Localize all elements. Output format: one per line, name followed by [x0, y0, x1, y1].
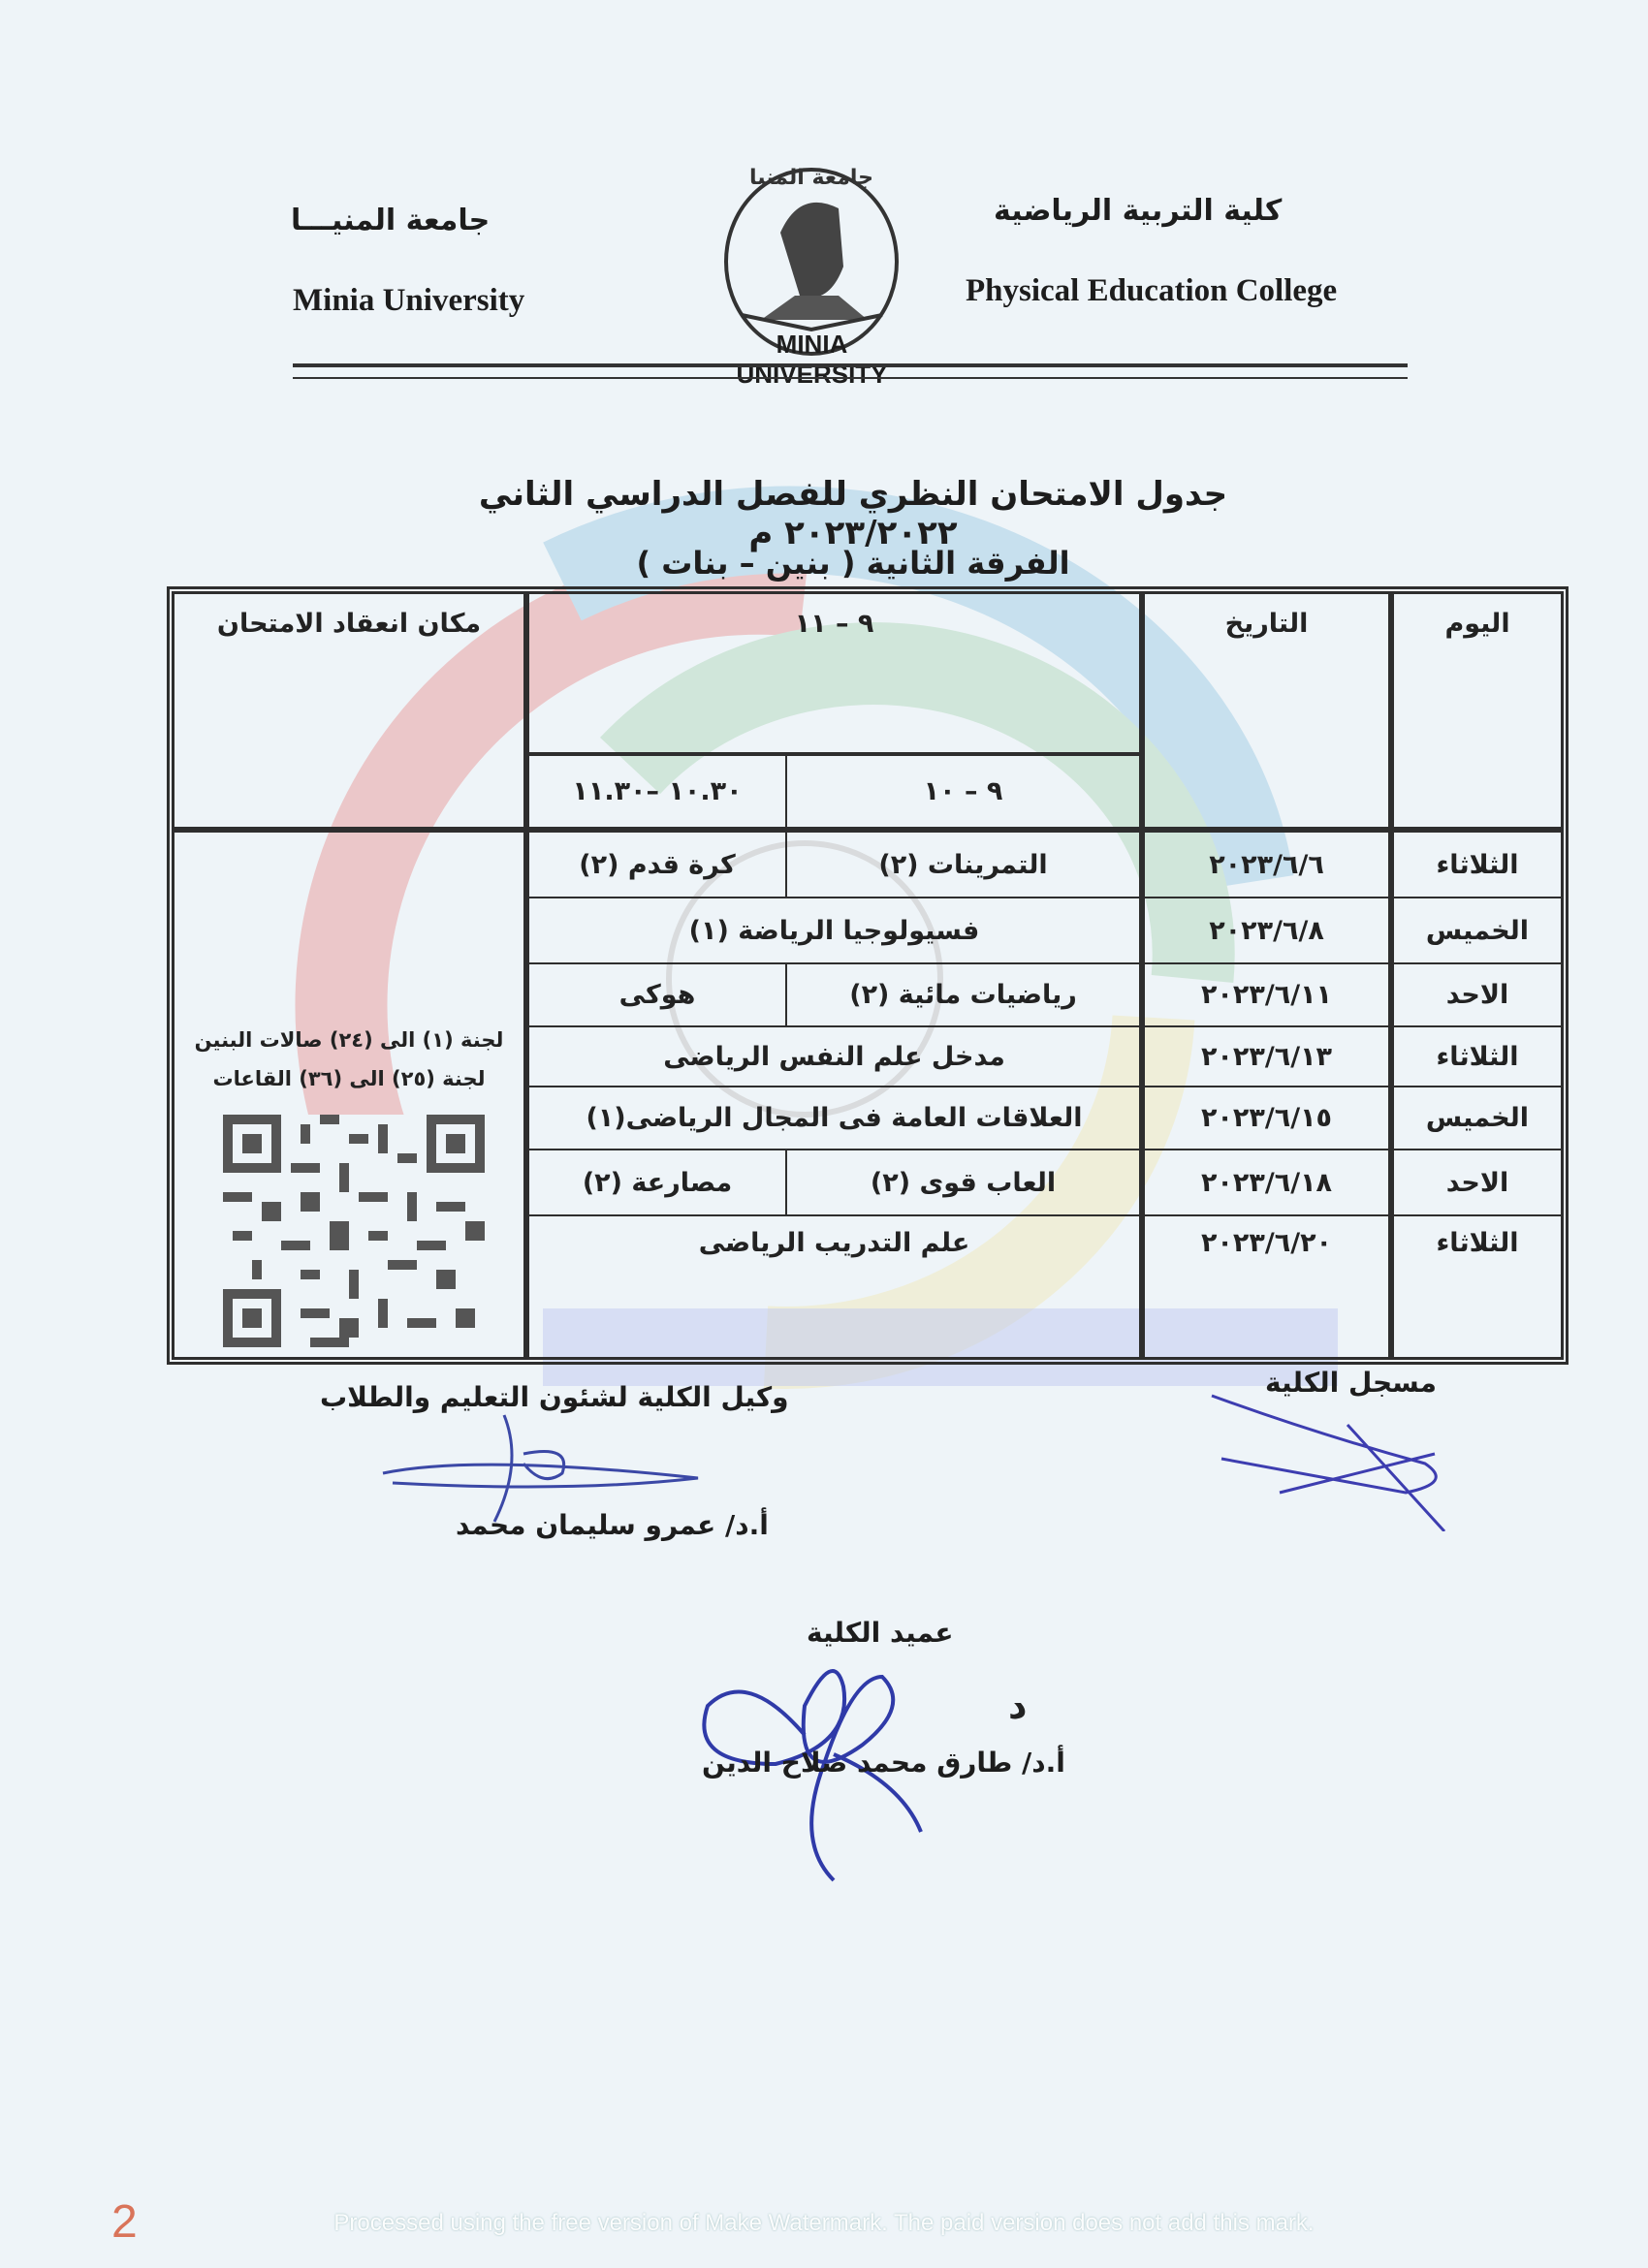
row5-day: الخميس [1425, 1103, 1530, 1133]
row4-day: الثلاثاء [1436, 1041, 1519, 1072]
dean-name: أ.د/ طارق محمد صلاح الدين [702, 1747, 1065, 1779]
row1-day: الثلاثاء [1436, 849, 1519, 880]
header-divider [293, 363, 1408, 379]
registrar-title: مسجل الكلية [1265, 1367, 1437, 1399]
row7-date: ٢٠٢٣/٦/٢٠ [1200, 1228, 1333, 1258]
row6-day: الاحد [1445, 1167, 1509, 1198]
header-slot1: ٩ – ١٠ [923, 776, 1003, 806]
row7-subject: علم التدريب الرياضى [698, 1228, 970, 1258]
row5-subject: العلاقات العامة فى المجال الرياضى(١) [586, 1103, 1083, 1133]
row7-day: الثلاثاء [1436, 1228, 1519, 1258]
registrar-signature [1202, 1386, 1464, 1531]
college-name-english: Physical Education College [966, 273, 1338, 308]
row4-date: ٢٠٢٣/٦/١٣ [1200, 1041, 1333, 1072]
document-title: جدول الامتحان النظري للفصل الدراسي الثاني ٢٠٢٣/٢٠٢٢ م [478, 475, 1228, 552]
header-date: التاريخ [1224, 608, 1309, 639]
header-slot2: ١٠.٣٠ –١١.٣٠ [572, 776, 743, 806]
header-time-block: ٩ – ١١ [794, 608, 874, 639]
svg-text:جامعة المنيا: جامعة المنيا [749, 166, 873, 190]
dean-title: عميد الكلية [807, 1617, 954, 1649]
row2-subject: فسيولوجيا الرياضة (١) [688, 915, 980, 946]
logo-caption: MINIA UNIVERSITY [736, 330, 888, 389]
document-subtitle: الفرقة الثانية ( بنين – بنات ) [636, 545, 1070, 582]
row1-slot1: التمرينات (٢) [878, 849, 1048, 880]
location-line: لجنة (١) الى (٢٤) صالات البنين [194, 1028, 504, 1052]
row6-date: ٢٠٢٣/٦/١٨ [1200, 1167, 1333, 1198]
row3-day: الاحد [1445, 980, 1509, 1010]
row1-slot2: كرة قدم (٢) [579, 849, 736, 880]
header-day: اليوم [1444, 608, 1510, 639]
row2-day: الخميس [1425, 915, 1530, 946]
row2-date: ٢٠٢٣/٦/٨ [1209, 915, 1324, 946]
dean-initial: د [1008, 1685, 1028, 1727]
page-number: 2 [111, 2196, 138, 2248]
row1-date: ٢٠٢٣/٦/٦ [1209, 849, 1324, 880]
vice-dean-name: أ.د/ عمرو سليمان محمد [456, 1509, 769, 1541]
row3-date: ٢٠٢٣/٦/١١ [1200, 980, 1333, 1010]
exam-location [174, 1011, 523, 1108]
location-line: لجنة (٢٥) الى (٣٦) القاعات [212, 1067, 486, 1090]
watermark-notice: Processed using the free version of Make Watermark. The paid version does not add this mark. [333, 2210, 1315, 2236]
university-name-arabic: جامعة المنيـــا [291, 204, 491, 237]
vice-dean-title: وكيل الكلية لشئون التعليم والطلاب [320, 1381, 789, 1413]
row3-slot2: هوكى [618, 980, 696, 1010]
header-place: مكان انعقاد الامتحان [216, 608, 482, 639]
row6-slot1: العاب قوى (٢) [870, 1167, 1057, 1198]
university-name-english: Minia University [293, 283, 525, 318]
row4-subject: مدخل علم النفس الرياضى [663, 1041, 1005, 1072]
qr-code [223, 1115, 485, 1347]
row6-slot2: مصارعة (٢) [582, 1167, 733, 1198]
row3-slot1: رياضيات مائية (٢) [849, 980, 1077, 1010]
row5-date: ٢٠٢٣/٦/١٥ [1200, 1103, 1333, 1133]
college-name-arabic: كلية التربية الرياضية [994, 194, 1283, 228]
